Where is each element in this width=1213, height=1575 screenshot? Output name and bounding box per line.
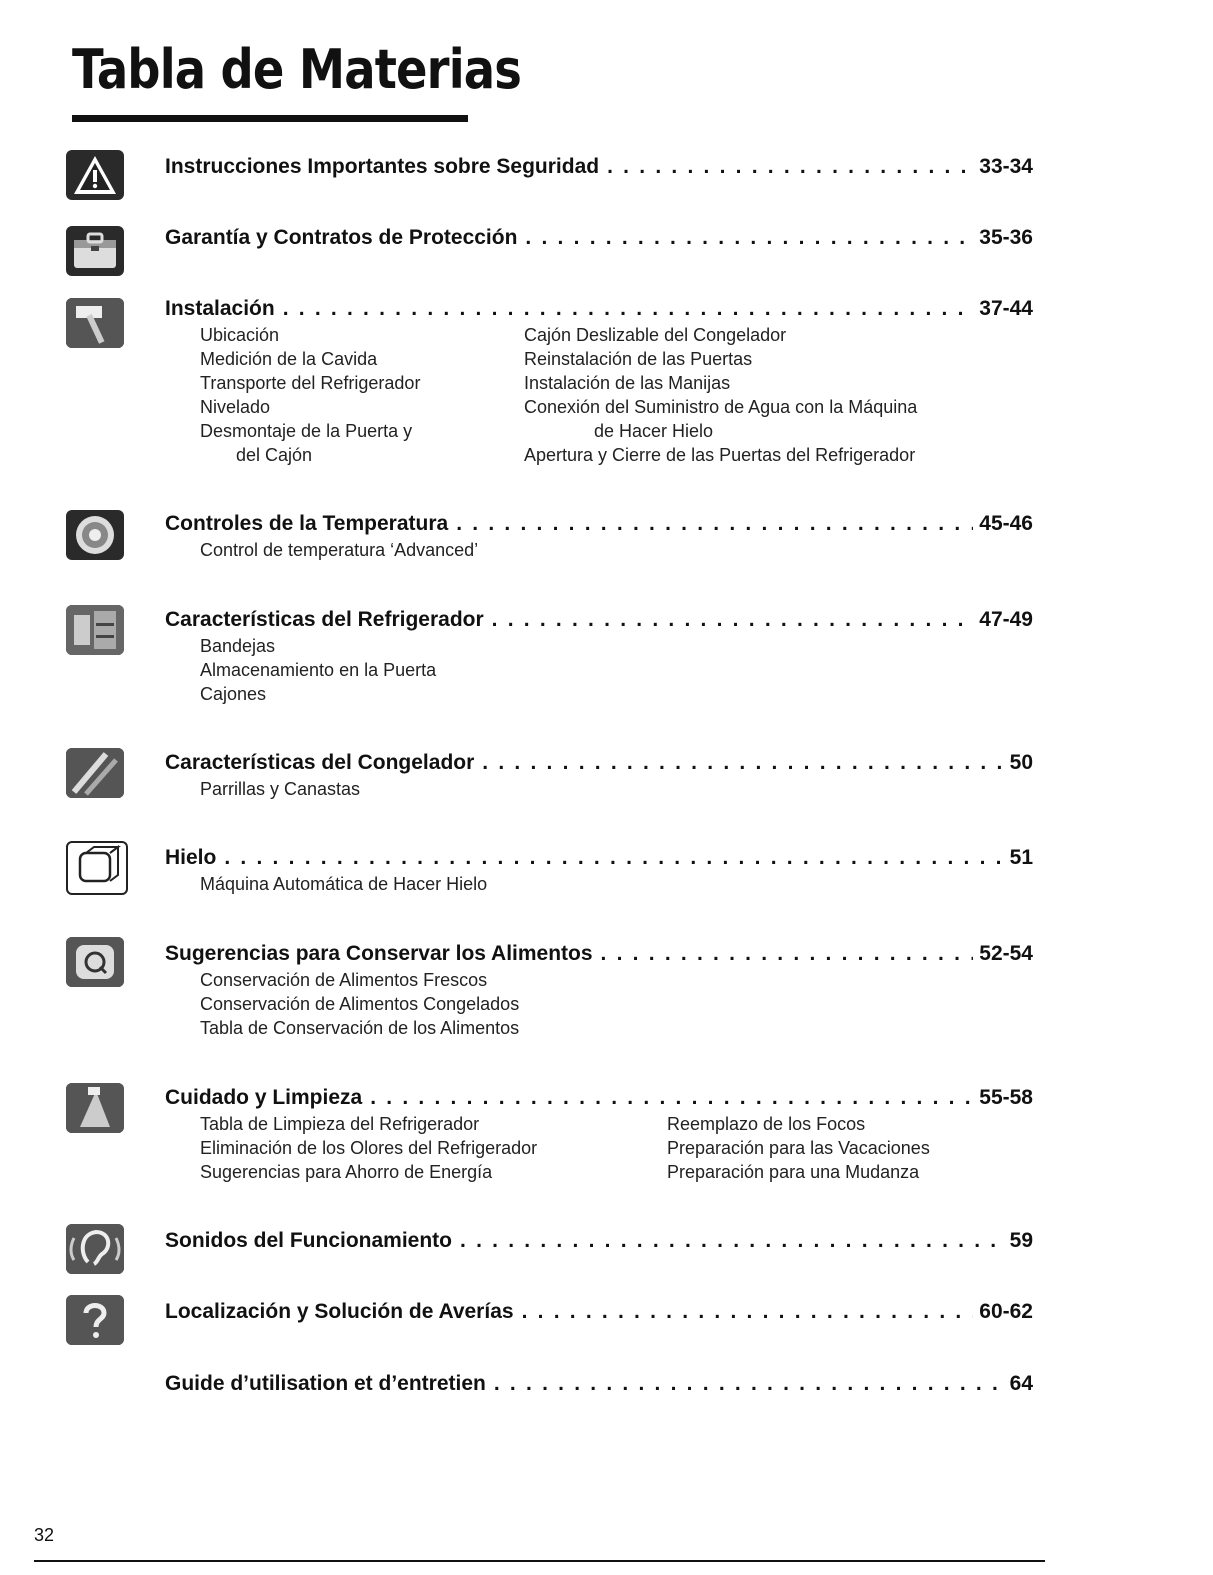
toc-entry-title: Sugerencias para Conservar los Alimentos [165,942,593,965]
dot-leader [460,1229,1004,1253]
subtopic: Máquina Automática de Hacer Hielo [200,874,488,894]
toc-entry-ice[interactable] [165,846,1033,874]
subtopic: Cajón Deslizable del Congelador [524,325,787,345]
subtopic: Apertura y Cierre de las Puertas del Refrigerador [524,445,916,465]
toc-entry-installation[interactable] [165,297,1033,325]
subtopic: Sugerencias para Ahorro de Energía [200,1162,493,1182]
subtopic: Control de temperatura ‘Advanced’ [200,540,479,560]
toc-entry-title: Características del Refrigerador [165,608,484,631]
toc-page-range: 33-34 [979,155,1033,178]
dot-leader [283,297,974,321]
dot-leader [456,512,973,536]
subtopic: Preparación para las Vacaciones [667,1138,930,1158]
subtopic: Reemplazo de los Focos [667,1114,866,1134]
toc-entry-title: Garantía y Contratos de Protección [165,226,518,249]
toc-page-range: 45-46 [979,512,1033,535]
food-storage-icon [66,937,124,987]
title-rule [72,115,468,122]
toc-entry-title: Sonidos del Funcionamiento [165,1229,453,1252]
toolbox-icon [66,226,124,276]
toc-entry-title: Guide d’utilisation et d’entretien [165,1372,486,1395]
toc-entry-troubleshooting[interactable] [165,1300,1033,1328]
cleaning-spray-icon [66,1083,124,1133]
dot-leader [607,155,973,179]
subtopic: Desmontaje de la Puerta y [200,421,413,441]
subtopic: Instalación de las Manijas [524,373,731,393]
freezer-icon [66,748,124,798]
installation-subtopics-left [166,323,420,467]
subtopic: Cajones [200,684,267,704]
subtopic: Medición de la Cavida [200,349,378,369]
subtopic: Parrillas y Canastas [200,779,361,799]
dot-leader [370,1086,973,1110]
toc-entry-refrigerator-features[interactable] [165,608,1033,636]
toc-entry-temperature[interactable] [165,512,1033,540]
toc-page-range: 37-44 [979,297,1033,320]
toc-page-range: 59 [1009,1229,1033,1252]
subtopic: Tabla de Conservación de los Alimentos [200,1018,520,1038]
freezer-subtopics [166,777,360,801]
refrigerator-subtopics [166,634,436,706]
dot-leader [525,226,973,250]
question-mark-icon [66,1295,124,1345]
toc-page-range: 55-58 [979,1086,1033,1109]
dot-leader [494,1372,1004,1396]
dial-icon [66,510,124,560]
subtopic: Conservación de Alimentos Congelados [200,994,520,1014]
toc-page-range: 51 [1009,846,1033,869]
subtopic: Almacenamiento en la Puerta [200,660,437,680]
subtopic: del Cajón [236,445,313,465]
toc-page-range: 64 [1009,1372,1033,1395]
subtopic: Conservación de Alimentos Frescos [200,970,488,990]
subtopic: Preparación para una Mudanza [667,1162,920,1182]
subtopic: Reinstalación de las Puertas [524,349,753,369]
refrigerator-shelf-icon [66,605,124,655]
toc-page-range: 47-49 [979,608,1033,631]
toc-page-range: 35-36 [979,226,1033,249]
toc-entry-title: Hielo [165,846,217,869]
ice-subtopics [166,872,487,896]
warning-icon [66,150,124,200]
toc-entry-warranty[interactable] [165,226,1033,254]
temperature-subtopics [166,538,478,562]
toc-entry-title: Localización y Solución de Averías [165,1300,514,1323]
toc-entry-title: Instalación [165,297,275,320]
toc-entry-food-storage[interactable] [165,942,1033,970]
toc-entry-french-guide[interactable] [165,1372,1033,1400]
page-title: Tabla de Materias [72,38,522,101]
subtopic: Ubicación [200,325,280,345]
dot-leader [224,846,1003,870]
installation-subtopics-right [524,323,917,467]
dot-leader [522,1300,974,1324]
toc-page-range: 50 [1009,751,1033,774]
page-number: 32 [34,1525,55,1545]
subtopic: Transporte del Refrigerador [200,373,421,393]
hammer-icon [66,298,124,348]
toc-page-range: 60-62 [979,1300,1033,1323]
dot-leader [482,751,1003,775]
toc-entry-title: Cuidado y Limpieza [165,1086,363,1109]
subtopic: Eliminación de los Olores del Refrigerador [200,1138,538,1158]
ice-cube-icon [66,841,128,895]
bottom-rule [34,1560,1045,1562]
cleaning-subtopics-right [667,1112,930,1184]
dot-leader [601,942,974,966]
subtopic: de Hacer Hielo [594,421,714,441]
toc-entry-sounds[interactable] [165,1229,1033,1257]
toc-entry-title: Controles de la Temperatura [165,512,449,535]
subtopic: Conexión del Suministro de Agua con la Máquina [524,397,918,417]
subtopic: Nivelado [200,397,271,417]
cleaning-subtopics-left [166,1112,537,1184]
toc-entry-title: Características del Congelador [165,751,475,774]
toc-entry-safety[interactable] [165,155,1033,183]
toc-entry-cleaning[interactable] [165,1086,1033,1114]
toc-page-range: 52-54 [979,942,1033,965]
subtopic: Tabla de Limpieza del Refrigerador [200,1114,480,1134]
ear-icon [66,1224,124,1274]
toc-entry-freezer-features[interactable] [165,751,1033,779]
food-storage-subtopics [166,968,519,1040]
toc-entry-title: Instrucciones Importantes sobre Seguridad [165,155,600,178]
subtopic: Bandejas [200,636,276,656]
dot-leader [492,608,974,632]
